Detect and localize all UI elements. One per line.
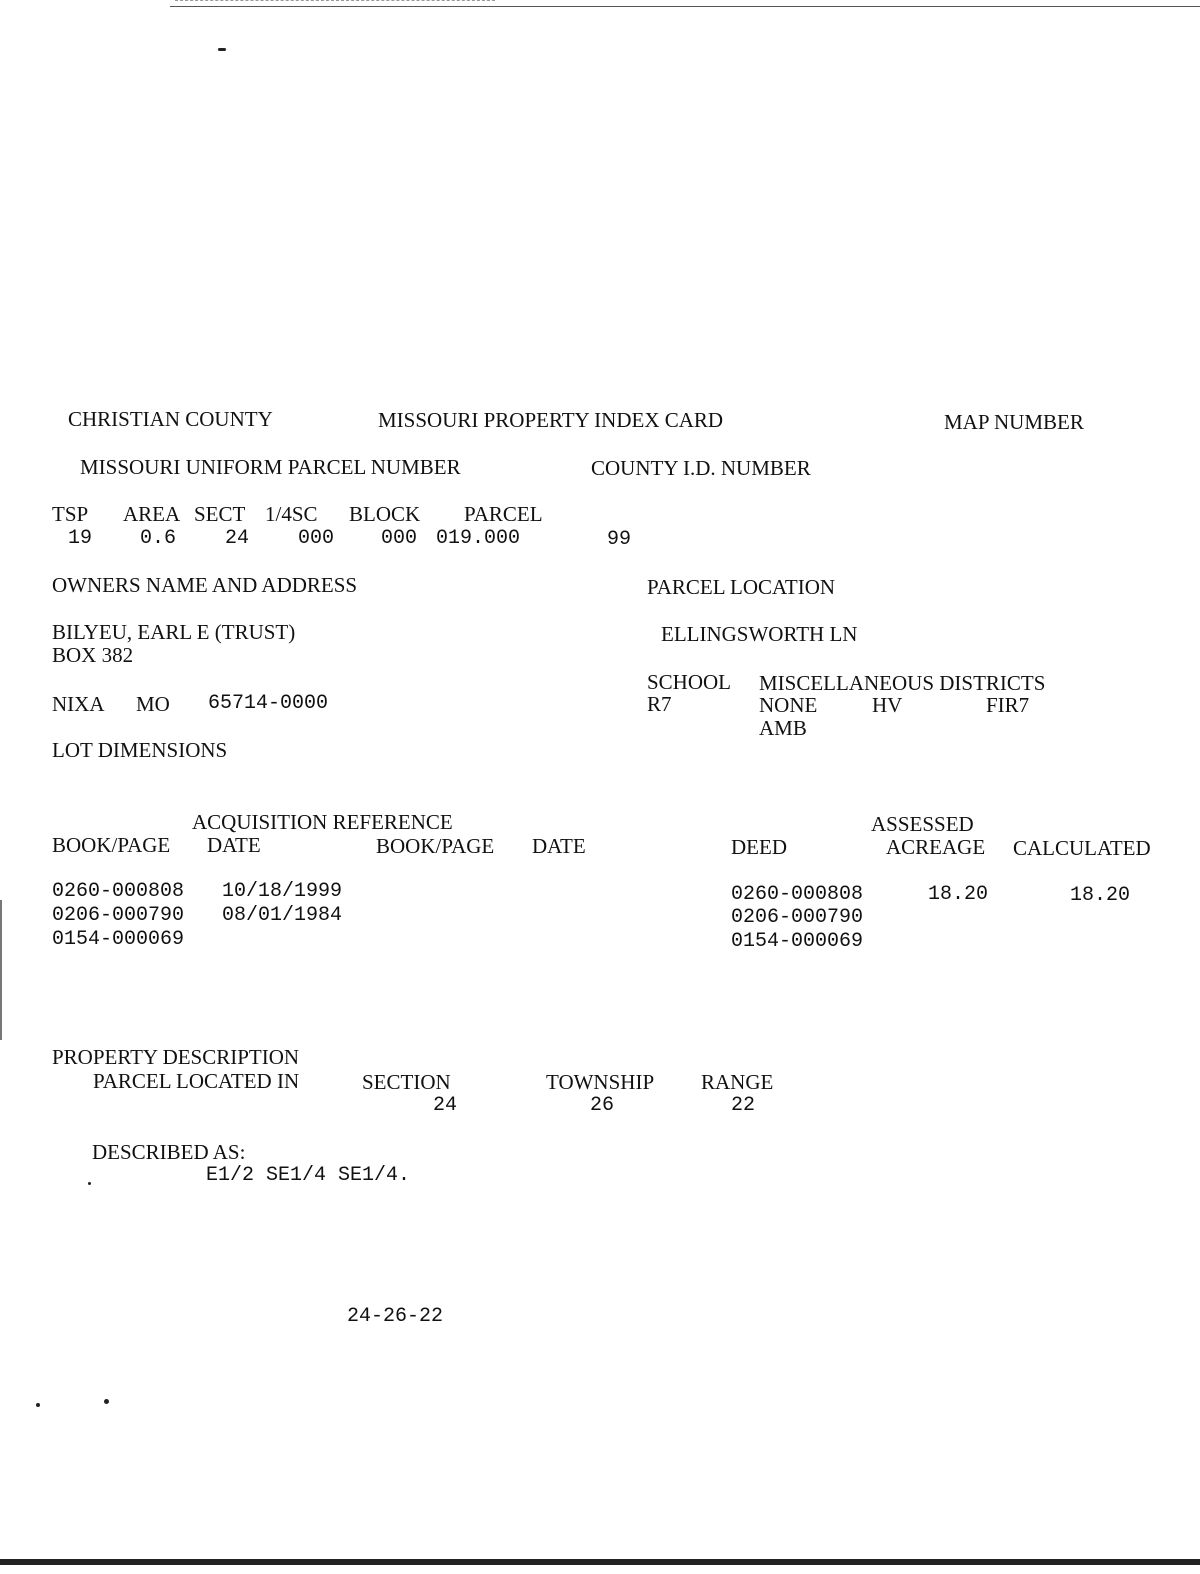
parcel-header: PARCEL bbox=[464, 502, 543, 526]
parcel-located-in-label: PARCEL LOCATED IN bbox=[93, 1069, 300, 1093]
acquisition-book-page-1: 0260-000808 bbox=[52, 880, 185, 903]
acquisition-date-1: 10/18/1999 bbox=[222, 880, 343, 903]
owner-name: BILYEU, EARL E (TRUST) bbox=[52, 620, 296, 644]
quarter-section-value: 000 bbox=[298, 527, 335, 550]
scan-speck bbox=[104, 1399, 109, 1404]
scan-left-edge bbox=[0, 900, 2, 1040]
township-value: 26 bbox=[590, 1094, 615, 1117]
school-label: SCHOOL bbox=[647, 670, 732, 694]
range-value: 22 bbox=[731, 1094, 756, 1117]
property-description-label: PROPERTY DESCRIPTION bbox=[52, 1045, 300, 1069]
scan-top-edge bbox=[170, 6, 1200, 7]
misc-districts-label: MISCELLANEOUS DISTRICTS bbox=[759, 671, 1046, 695]
map-number-label: MAP NUMBER bbox=[944, 410, 1084, 434]
misc-district-amb: AMB bbox=[759, 716, 807, 740]
sect-value: 24 bbox=[225, 527, 250, 550]
deed-header: DEED bbox=[731, 835, 787, 859]
parcel-value: 019.000 bbox=[436, 527, 521, 550]
block-value: 000 bbox=[381, 527, 418, 550]
owner-state: MO bbox=[136, 692, 170, 716]
acquisition-book-page-3: 0154-000069 bbox=[52, 928, 185, 951]
deed-2: 0206-000790 bbox=[731, 906, 864, 929]
scan-speck bbox=[88, 1182, 91, 1185]
owner-city: NIXA bbox=[52, 692, 105, 716]
area-header: AREA bbox=[123, 502, 181, 526]
acreage-header: ACREAGE bbox=[886, 835, 986, 859]
section-value: 24 bbox=[433, 1094, 458, 1117]
area-value: 0.6 bbox=[140, 527, 177, 550]
county-id-value: 99 bbox=[607, 528, 632, 551]
owner-address: BOX 382 bbox=[52, 643, 134, 667]
card-title: MISSOURI PROPERTY INDEX CARD bbox=[378, 408, 724, 432]
assessed-label: ASSESSED bbox=[871, 812, 974, 836]
quarter-section-header: 1/4SC bbox=[265, 502, 318, 526]
footer-code: 24-26-22 bbox=[347, 1305, 444, 1328]
owner-label: OWNERS NAME AND ADDRESS bbox=[52, 573, 358, 597]
acquisition-book-page-2: 0206-000790 bbox=[52, 904, 185, 927]
owner-zip: 65714-0000 bbox=[208, 692, 329, 715]
scan-bottom-edge bbox=[0, 1559, 1200, 1565]
acquisition-title: ACQUISITION REFERENCE bbox=[192, 810, 453, 834]
county-name: CHRISTIAN COUNTY bbox=[68, 407, 273, 431]
township-label: TOWNSHIP bbox=[546, 1070, 655, 1094]
scan-top-dash bbox=[175, 0, 495, 1]
calculated-header: CALCULATED bbox=[1013, 836, 1151, 860]
parcel-street: ELLINGSWORTH LN bbox=[661, 622, 858, 646]
date-header: DATE bbox=[207, 833, 261, 857]
book-page-header: BOOK/PAGE bbox=[52, 833, 171, 857]
misc-district-hv: HV bbox=[872, 693, 903, 717]
uniform-parcel-label: MISSOURI UNIFORM PARCEL NUMBER bbox=[80, 455, 461, 479]
school-district: R7 bbox=[647, 692, 672, 716]
deed-1: 0260-000808 bbox=[731, 883, 864, 906]
section-label: SECTION bbox=[362, 1070, 451, 1094]
misc-district-none: NONE bbox=[759, 693, 818, 717]
county-id-label: COUNTY I.D. NUMBER bbox=[591, 456, 811, 480]
assessed-acreage-value: 18.20 bbox=[928, 883, 989, 906]
lot-dimensions-label: LOT DIMENSIONS bbox=[52, 738, 228, 762]
parcel-location-label: PARCEL LOCATION bbox=[647, 575, 836, 599]
tsp-header: TSP bbox=[52, 502, 89, 526]
acquisition-date-2: 08/01/1984 bbox=[222, 904, 343, 927]
misc-district-fir7: FIR7 bbox=[986, 693, 1030, 717]
scan-speck bbox=[36, 1403, 40, 1407]
legal-description: E1/2 SE1/4 SE1/4. bbox=[206, 1164, 411, 1187]
date2-header: DATE bbox=[532, 834, 586, 858]
scan-speck bbox=[218, 48, 226, 51]
sect-header: SECT bbox=[194, 502, 246, 526]
described-as-label: DESCRIBED AS: bbox=[92, 1140, 246, 1164]
deed-3: 0154-000069 bbox=[731, 930, 864, 953]
book-page2-header: BOOK/PAGE bbox=[376, 834, 495, 858]
calculated-acreage-value: 18.20 bbox=[1070, 884, 1131, 907]
tsp-value: 19 bbox=[68, 527, 93, 550]
range-label: RANGE bbox=[701, 1070, 774, 1094]
block-header: BLOCK bbox=[349, 502, 421, 526]
